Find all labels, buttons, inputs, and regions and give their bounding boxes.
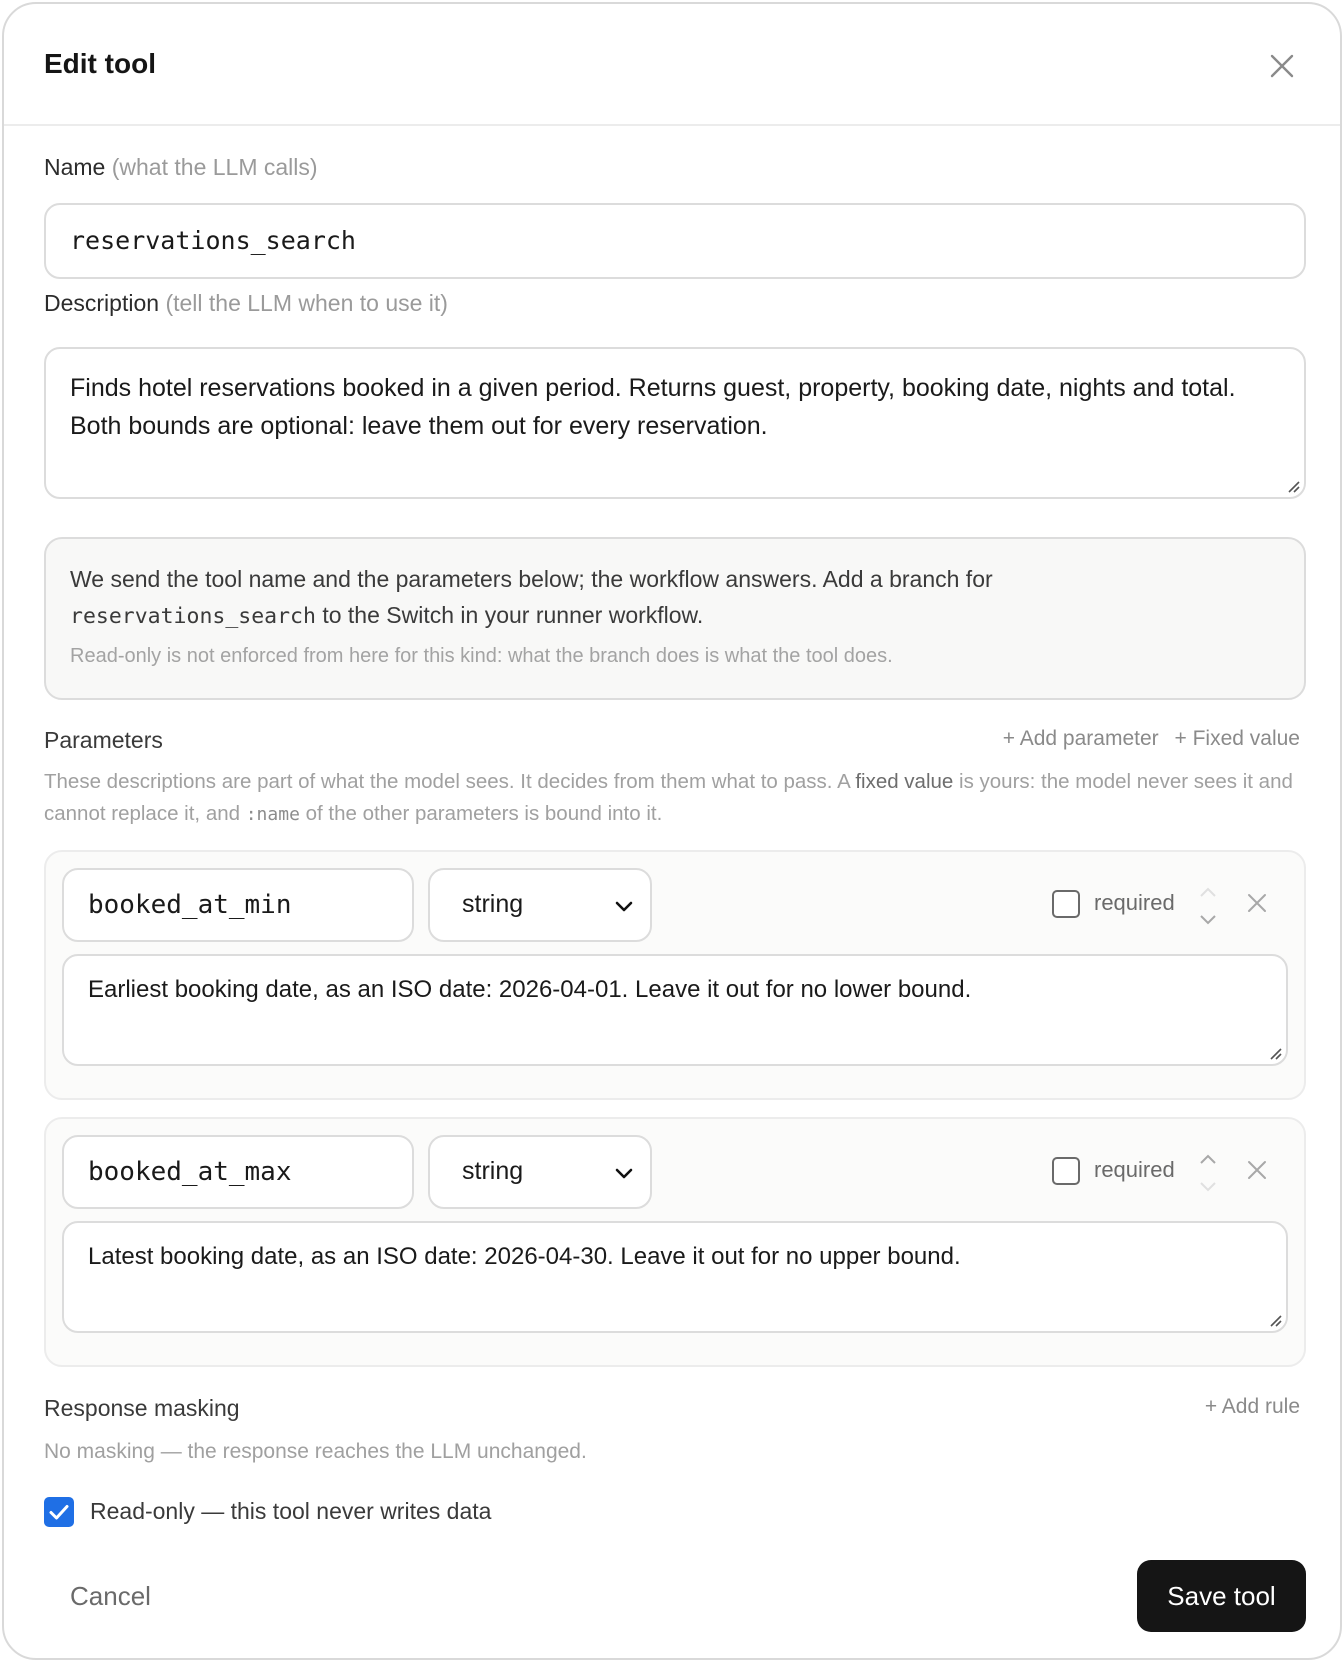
- parameter-description-textarea[interactable]: [62, 954, 1288, 1066]
- parameter-card: [44, 1117, 1306, 1367]
- note-part2: is yours: the model never sees it and cannot replace it, and: [44, 770, 1293, 825]
- parameter-type-value: string: [462, 890, 524, 918]
- parameter-description-text: Earliest booking date, as an ISO date: 2026-04-01. Leave it out for no lower bound.: [88, 976, 972, 1003]
- parameters-actions: [993, 727, 1300, 751]
- description-label-text: Description: [44, 290, 160, 316]
- parameter-card: [44, 850, 1306, 1100]
- note-part3: of the other parameters is bound into it.: [299, 802, 663, 825]
- masking-note: No masking — the response reaches the LLM unchanged.: [44, 1440, 587, 1463]
- resize-grip-icon[interactable]: [1266, 1044, 1282, 1060]
- description-text: Finds hotel reservations booked in a given period. Returns guest, property, booking date, nights and total. Both bounds are optional: leave them out for every reservation.: [70, 374, 1236, 440]
- parameter-type-select[interactable]: [428, 1135, 652, 1209]
- remove-parameter-icon[interactable]: [1244, 1157, 1270, 1183]
- info-tool-code: reservations_search: [70, 604, 316, 629]
- description-label: [44, 290, 448, 317]
- parameter-type-select[interactable]: [428, 868, 652, 942]
- fixed-value-button[interactable]: + Fixed value: [1174, 727, 1300, 750]
- info-sub-text: Read-only is not enforced from here for this kind: what the branch does is what the tool does.: [70, 645, 893, 667]
- add-rule-button[interactable]: + Add rule: [1204, 1395, 1300, 1418]
- note-part1: These descriptions are part of what the model sees. It decides from them what to pass. A: [44, 770, 856, 793]
- name-label-text: Name: [44, 154, 106, 180]
- reorder-arrows-icon[interactable]: [1196, 884, 1220, 928]
- parameters-note: [44, 766, 1306, 831]
- read-only-checkbox[interactable]: [44, 1497, 74, 1527]
- name-label-hint: (what the LLM calls): [111, 154, 318, 180]
- required-label: required: [1094, 1157, 1175, 1182]
- edit-tool-dialog: [2, 2, 1342, 1660]
- required-checkbox[interactable]: [1052, 890, 1080, 918]
- dialog-title: Edit tool: [44, 48, 156, 79]
- name-label: [44, 154, 318, 181]
- note-bold: fixed value: [855, 770, 954, 793]
- add-parameter-button[interactable]: + Add parameter: [1002, 727, 1159, 750]
- close-button[interactable]: [1264, 48, 1300, 84]
- cancel-button[interactable]: Cancel: [70, 1581, 151, 1611]
- note-code: :name: [245, 804, 300, 825]
- reorder-arrows-icon[interactable]: [1196, 1151, 1220, 1195]
- description-label-hint: (tell the LLM when to use it): [165, 290, 448, 316]
- save-tool-button[interactable]: Save tool: [1137, 1560, 1306, 1632]
- masking-actions: [1195, 1395, 1300, 1419]
- close-icon: [1264, 48, 1300, 84]
- name-input[interactable]: reservations_search: [44, 203, 1306, 279]
- resize-grip-icon[interactable]: [1284, 477, 1300, 493]
- chevron-down-icon: [614, 1163, 634, 1183]
- dialog-header: [4, 4, 1340, 126]
- remove-parameter-icon[interactable]: [1244, 890, 1270, 916]
- chevron-down-icon: [614, 896, 634, 916]
- resize-grip-icon[interactable]: [1266, 1311, 1282, 1327]
- read-only-label: Read-only — this tool never writes data: [90, 1498, 492, 1524]
- parameter-name-input[interactable]: booked_at_max: [62, 1135, 414, 1209]
- parameter-name-input[interactable]: booked_at_min: [62, 868, 414, 942]
- checkmark-icon: [44, 1497, 74, 1527]
- info-text-part1: We send the tool name and the parameters below; the workflow answers. Add a branch for: [70, 566, 993, 592]
- parameters-title: Parameters: [44, 727, 163, 753]
- info-main-text: [70, 561, 1280, 635]
- parameter-description-text: Latest booking date, as an ISO date: 2026-04-30. Leave it out for no upper bound.: [88, 1243, 961, 1270]
- workflow-info-box: [44, 537, 1306, 700]
- response-masking-title: Response masking: [44, 1395, 240, 1421]
- parameter-description-textarea[interactable]: [62, 1221, 1288, 1333]
- parameter-type-value: string: [462, 1157, 524, 1185]
- info-text-part2: to the Switch in your runner workflow.: [315, 602, 704, 628]
- required-label: required: [1094, 890, 1175, 915]
- required-checkbox[interactable]: [1052, 1157, 1080, 1185]
- description-textarea[interactable]: [44, 347, 1306, 499]
